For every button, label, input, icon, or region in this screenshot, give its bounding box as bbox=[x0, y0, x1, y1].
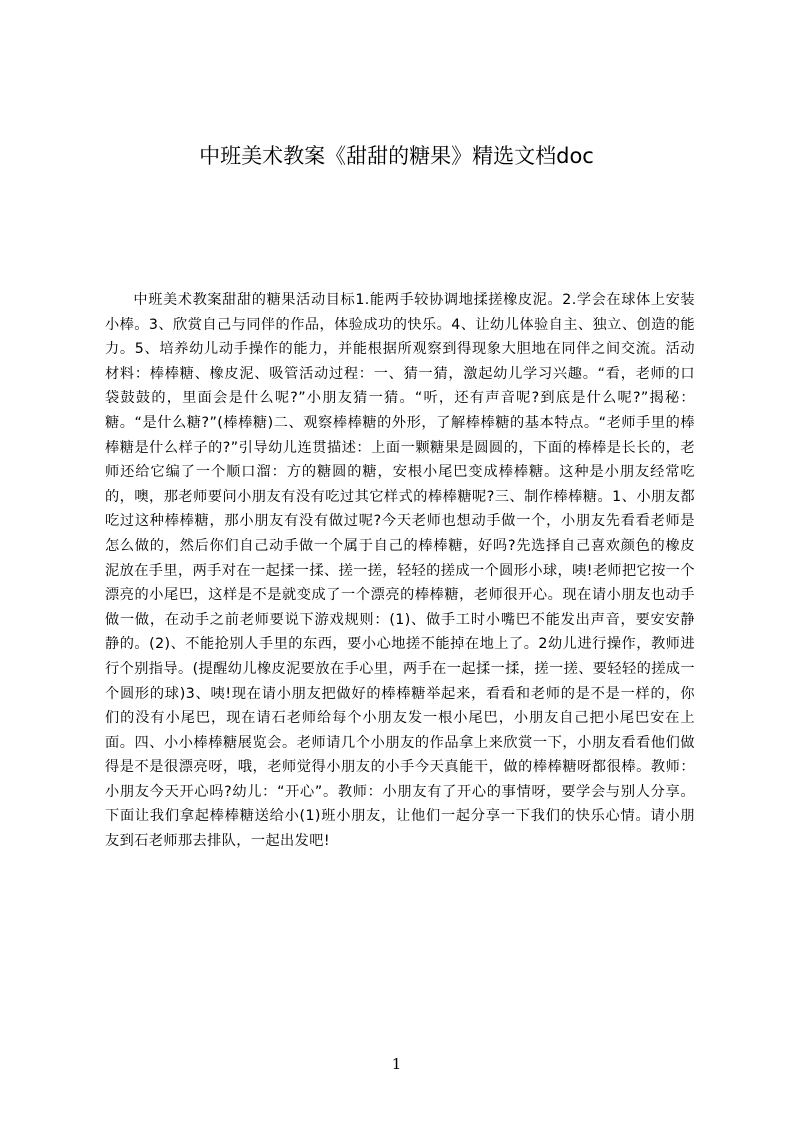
document-body-paragraph: 中班美术教案甜甜的糖果活动目标1.能两手较协调地揉搓橡皮泥。2.学会在球体上安装小棒。3、欣赏自己与同伴的作品，体验成功的快乐。4、让幼儿体验自主、独立、创造的能力。5、培养幼儿动手操作的能力，并能根据所观察到得现象大胆地在同伴之间交流。活动材料：棒棒糖、橡皮泥、吸管活动过程：一、猜一猜，激起幼儿学习兴趣。“看，老师的口袋鼓鼓的，里面会是什么呢?”小朋友猜一猜。“听，还有声音呢?到底是什么呢?”揭秘：糖。“是什么糖?”(棒棒糖)二、观察棒棒糖的外形，了解棒棒糖的基本特点。“老师手里的棒棒糖是什么样子的?”引导幼儿连贯描述：上面一颗糖果是圆圆的，下面的棒棒是长长的，老师还给它编了一个顺口溜：方的糖圆的糖，安根小尾巴变成棒棒糖。这种是小朋友经常吃的，噢，那老师要问小朋友有没有吃过其它样式的棒棒糖呢?三、制作棒棒糖。1、小朋友都吃过这种棒棒糖，那小朋友有没有做过呢?今天老师也想动手做一个，小朋友先看看老师是怎么做的，然后你们自己动手做一个属于自己的棒棒糖，好吗?先选择自己喜欢颜色的橡皮泥放在手里，两手对在一起揉一揉、搓一搓，轻轻的搓成一个圆形小球，咦!老师把它按一个漂亮的小尾巴，这样是不是就变成了一个漂亮的棒棒糖，老师很开心。现在请小朋友也动手做一做，在动手之前老师要说下游戏规则：(1)、做手工时小嘴巴不能发出声音，要安安静静的。(2)、不能抢别人手里的东西，要小心地搓不能掉在地上了。2幼儿进行操作，教师进行个别指导。(提醒幼儿橡皮泥要放在手心里，两手在一起揉一揉，搓一搓、要轻轻的搓成一个圆形的球)3、咦!现在请小朋友把做好的棒棒糖举起来，看看和老师的是不是一样的，你们的没有小尾巴，现在请石老师给每个小朋友发一根小尾巴，小朋友自己把小尾巴安在上面。四、小小棒棒糖展览会。老师请几个小朋友的作品拿上来欣赏一下，小朋友看看他们做得是不是很漂亮呀，哦，老师觉得小朋友的小手今天真能干，做的棒棒糖呀都很棒。教师：小朋友今天开心吗?幼儿：“开心”。教师：小朋友有了开心的事情呀，要学会与别人分享。下面让我们拿起棒棒糖送给小(1)班小朋友，让他们一起分享一下我们的快乐心情。请小朋友到石老师那去排队，一起出发吧! bbox=[105, 292, 695, 850]
document-title: 中班美术教案《甜甜的糖果》精选文档doc bbox=[199, 144, 594, 168]
page-number: 1 bbox=[391, 1055, 402, 1073]
